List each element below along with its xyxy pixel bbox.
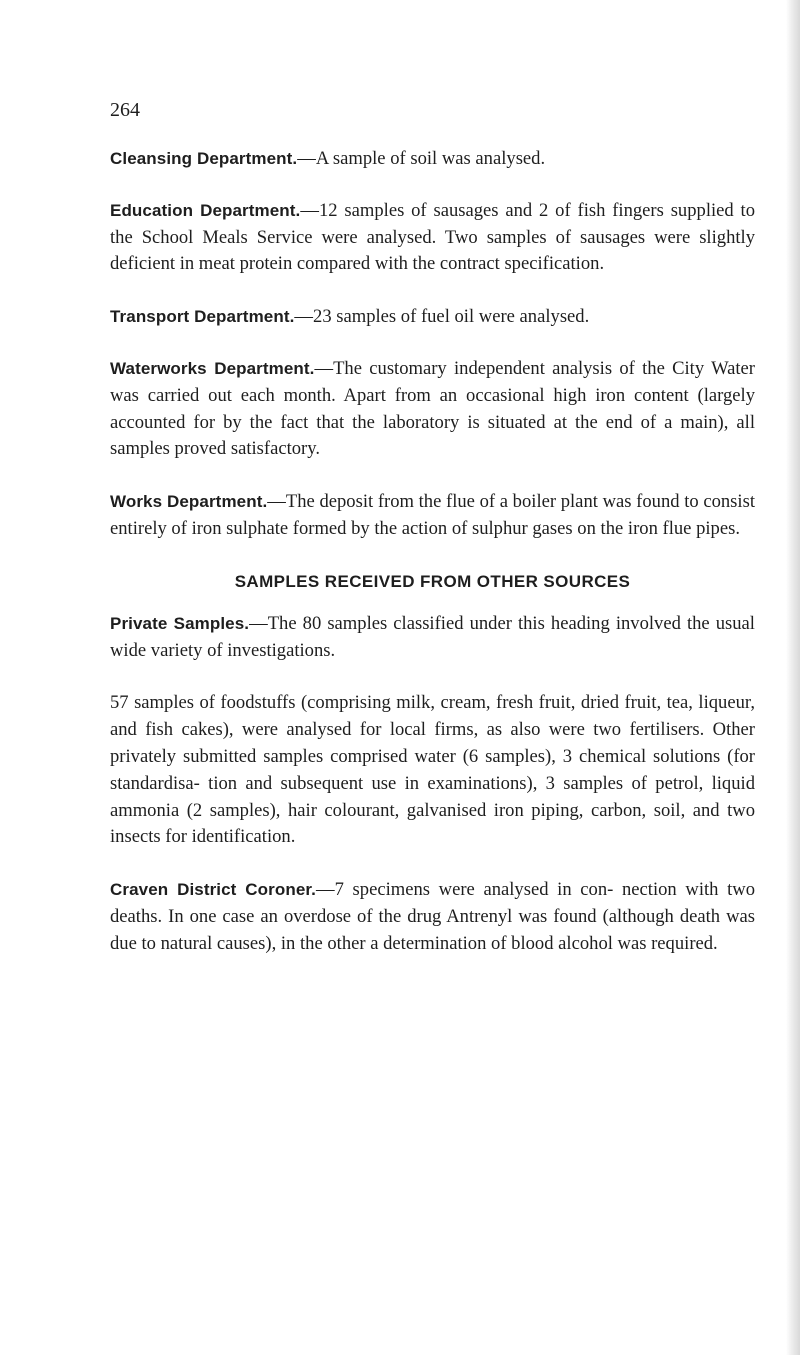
paragraph-foodstuffs [110, 690, 755, 851]
document-body [110, 146, 755, 984]
paragraph-text: —12 samples of sausages and 2 of fish fingers supplied to the School Meals Service were analysed. Two samples of sausages were slightly deficient in meat protein compared with the contract specification. [110, 199, 755, 275]
paragraph-lead: Cleansing Department. [110, 149, 298, 168]
paragraph-lead: Private Samples. [110, 613, 250, 633]
paragraph-lead: Education Department. [110, 200, 301, 220]
paragraph-text: —7 specimens were analysed in con- nection with two deaths. In one case an overdose of the drug Antrenyl was found (although death was due to natural causes), in the other a determination of blood alcohol was required. [110, 879, 755, 954]
paragraph-text: —A sample of soil was analysed. [297, 148, 546, 169]
paragraph-text: —23 samples of fuel oil were analysed. [294, 306, 590, 328]
paragraph-text: —The deposit from the flue of a boiler plant was found to consist entirely of iron sulphate formed by the action of sulphur gases on the iron flue pipes. [110, 491, 755, 539]
paragraph-transport-department [110, 304, 755, 331]
paragraph-cleansing-department [110, 146, 755, 173]
page-edge-shadow [786, 0, 800, 1355]
paragraph-text: —The customary independent analysis of the City Water was carried out each month. Apart from an occasional high iron content (largely accounted for by the fact that the laboratory is situated at the end of a main), all samples proved satisfactory. [110, 357, 756, 460]
paragraph-lead: Waterworks Department. [110, 358, 315, 378]
paragraph-craven-district-coroner [110, 877, 755, 957]
paragraph-lead: Craven District Coroner. [110, 880, 316, 900]
paragraph-text: 57 samples of foodstuffs (comprising milk, cream, fresh fruit, dried fruit, tea, liqueur, and fish cakes), were analysed for local firms, as also were two fertilisers. Other privately submitted samples comprised water (6 samples), 3 chemical solutions (for standardisa- tion and subsequent use in examinations), 3 samples of petrol, liquid ammonia (2 samples), hair colourant, galvanised iron piping, carbon, soil, and two insects for identification. [110, 692, 755, 848]
paragraph-lead: Transport Department. [110, 307, 295, 327]
paragraph-lead: Works Department. [110, 492, 268, 512]
page-number: 264 [110, 99, 140, 121]
paragraph-education-department [110, 198, 755, 278]
paragraph-works-department [110, 489, 755, 543]
section-heading: SAMPLES RECEIVED FROM OTHER SOURCES [234, 571, 631, 591]
paragraph-private-samples [110, 611, 755, 665]
paragraph-waterworks-department [110, 356, 755, 463]
paragraph-text: —The 80 samples classified under this heading involved the usual wide variety of investigations. [110, 612, 755, 661]
